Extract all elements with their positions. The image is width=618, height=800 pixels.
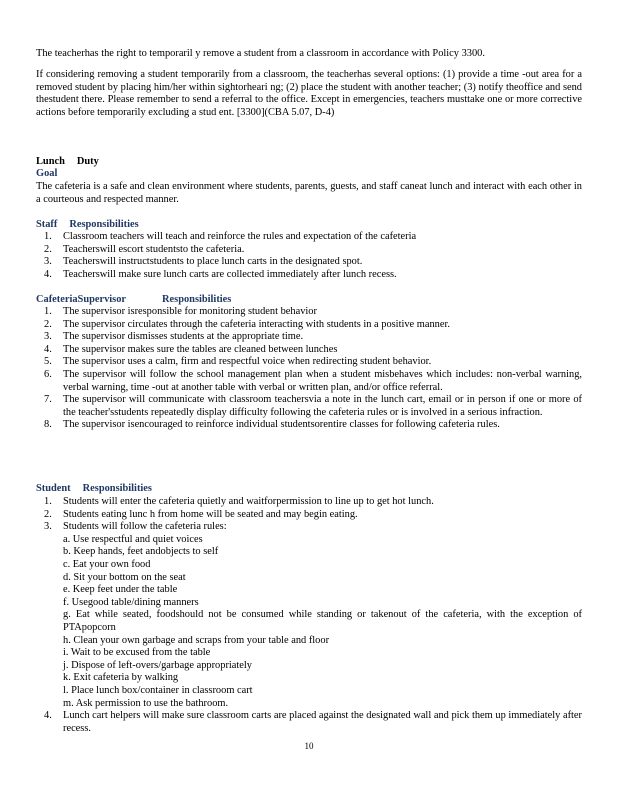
cafeteria-rules-list: [63, 534, 582, 710]
rule-item: l. Place lunch box/container in classroom cart: [63, 684, 253, 696]
list-item: 4. The supervisor makes sure the tables are cleaned between lunches: [44, 343, 338, 355]
goal-paragraph: The cafeteria is a safe and clean environment where students, parents, guests, and staff caneat lunch and interact with each other in a courteous and respected manner.: [36, 181, 582, 205]
list-item: 8. The supervisor isencouraged to reinforce individual studentsorentire classes for following cafeteria rules.: [44, 419, 500, 431]
staff-heading-responsibilities: Responsibilities: [69, 219, 139, 230]
list-item: 2. Students eating lunc h from home will be seated and may begin eating.: [44, 508, 358, 520]
list-item: 3. Teacherswill instructstudents to place lunch carts in the designated spot.: [44, 256, 363, 268]
student-responsibilities-list: [36, 496, 582, 735]
rule-item: m. Ask permission to use the bathroom.: [63, 697, 229, 709]
rule-item: i. Wait to be excused from the table: [63, 647, 211, 659]
list-item: 1. Classroom teachers will teach and reinforce the rules and expectation of the cafeteria: [44, 231, 417, 242]
student-heading-label: Student: [36, 483, 71, 494]
rule-item: b. Keep hands, feet andobjects to self: [63, 546, 219, 558]
rule-item: g. Eat while seated, foodshould not be consumed while standing or takenout of the cafeteria, with the exception of PTApopcorn: [63, 609, 582, 633]
supervisor-responsibilities-list: [36, 306, 582, 432]
list-item: 5. The supervisor uses a calm, firm and respectful voice when redirecting student behavior.: [44, 356, 432, 368]
list-item: 4. Lunch cart helpers will make sure classroom carts are placed against the designated wall and pick them up immediately after recess.: [44, 710, 582, 734]
intro-paragraph-2: If considering removing a student temporarily from a classroom, the teacherhas several options: (1) provide a time -out area for a removed student by placing him/her within sightorheari ng; (2) place the student with another teacher; (3) notify theoffice and send thestudent there. Please remember to send a referral to the office. Except in emergencies, teachers musttake one or more corrective actions before temporarily excluding a stud ent. [3300](CBA 5.07, D-4): [36, 69, 582, 118]
supervisor-heading-responsibilities: Responsibilities: [162, 294, 232, 305]
staff-responsibilities-heading: [36, 219, 139, 232]
list-item: 1. Students will enter the cafeteria quietly and waitforpermission to line up to get hot lunch.: [44, 496, 434, 507]
rule-item: f. Usegood table/dining manners: [63, 596, 199, 608]
list-item: 6. The supervisor will follow the school management plan when a student misbehaves which includes: non-verbal warning, verbal warning, time -out at another table with verbal or written plan, and/or office referral.: [44, 368, 582, 393]
rule-item: j. Dispose of left-overs/garbage appropriately: [63, 659, 252, 671]
list-item: 1. The supervisor isresponsible for monitoring student behavior: [44, 306, 317, 317]
rule-item: k. Exit cafeteria by walking: [63, 672, 179, 684]
rule-item: a. Use respectful and quiet voices: [63, 533, 203, 545]
list-item: 2. Teacherswill escort studentsto the cafeteria.: [44, 243, 245, 255]
list-item: 4. Teacherswill make sure lunch carts are collected immediately after lunch recess.: [44, 268, 397, 280]
list-item: 3. The supervisor dismisses students at the appropriate time.: [44, 331, 304, 343]
student-responsibilities-heading: [36, 483, 152, 496]
list-item: 3. Students will follow the cafeteria rules: a. Use respectful and quiet voices b. Keep hands, feet andobjects to self c. Eat your own food d. Sit your bottom on the seat e. Keep feet under the table f. Usegood table/dining manners g. Eat while seated, foodshould not be consumed while standing or takenout of the cafeteria, with the exception of PTApopcorn h. Clean your own garbage and scraps from your table and floor i. Wait to be excused from the table j. Dispose of left-overs/garbage appropriately k. Exit cafeteria by walking l. Place lunch box/container in classroom cart m. Ask permission to use the bathroom.: [44, 521, 582, 709]
list-item: 2. The supervisor circulates through the cafeteria interacting with students in a positive manner.: [44, 318, 450, 330]
rule-item: h. Clean your own garbage and scraps from your table and floor: [63, 634, 330, 646]
staff-responsibilities-list: [36, 231, 582, 281]
goal-heading: Goal: [36, 168, 58, 179]
cafeteria-supervisor-responsibilities-heading: [36, 294, 231, 307]
lunch-duty-title-word-2: Duty: [76, 156, 99, 167]
lunch-duty-title-word-1: Lunch: [36, 156, 65, 167]
staff-heading-label: Staff: [36, 219, 58, 230]
rule-item: d. Sit your bottom on the seat: [63, 571, 186, 583]
student-heading-responsibilities: Responsibilities: [82, 483, 152, 494]
rule-item: e. Keep feet under the table: [63, 584, 178, 596]
page-number: 10: [304, 741, 314, 751]
rule-item: c. Eat your own food: [63, 558, 151, 570]
intro-paragraph-1: The teacherhas the right to temporaril y remove a student from a classroom in accordance with Policy 3300.: [36, 48, 485, 59]
lunch-duty-title: [36, 156, 99, 169]
list-item: 7. The supervisor will communicate with classroom teachersvia a note in the lunch cart, email or in person if one or more of the teacher'sstudents repeatedly display difficulty following the cafeteria rules or is involved in a serious infraction.: [44, 394, 582, 418]
supervisor-heading-label: CafeteriaSupervisor: [36, 294, 127, 305]
